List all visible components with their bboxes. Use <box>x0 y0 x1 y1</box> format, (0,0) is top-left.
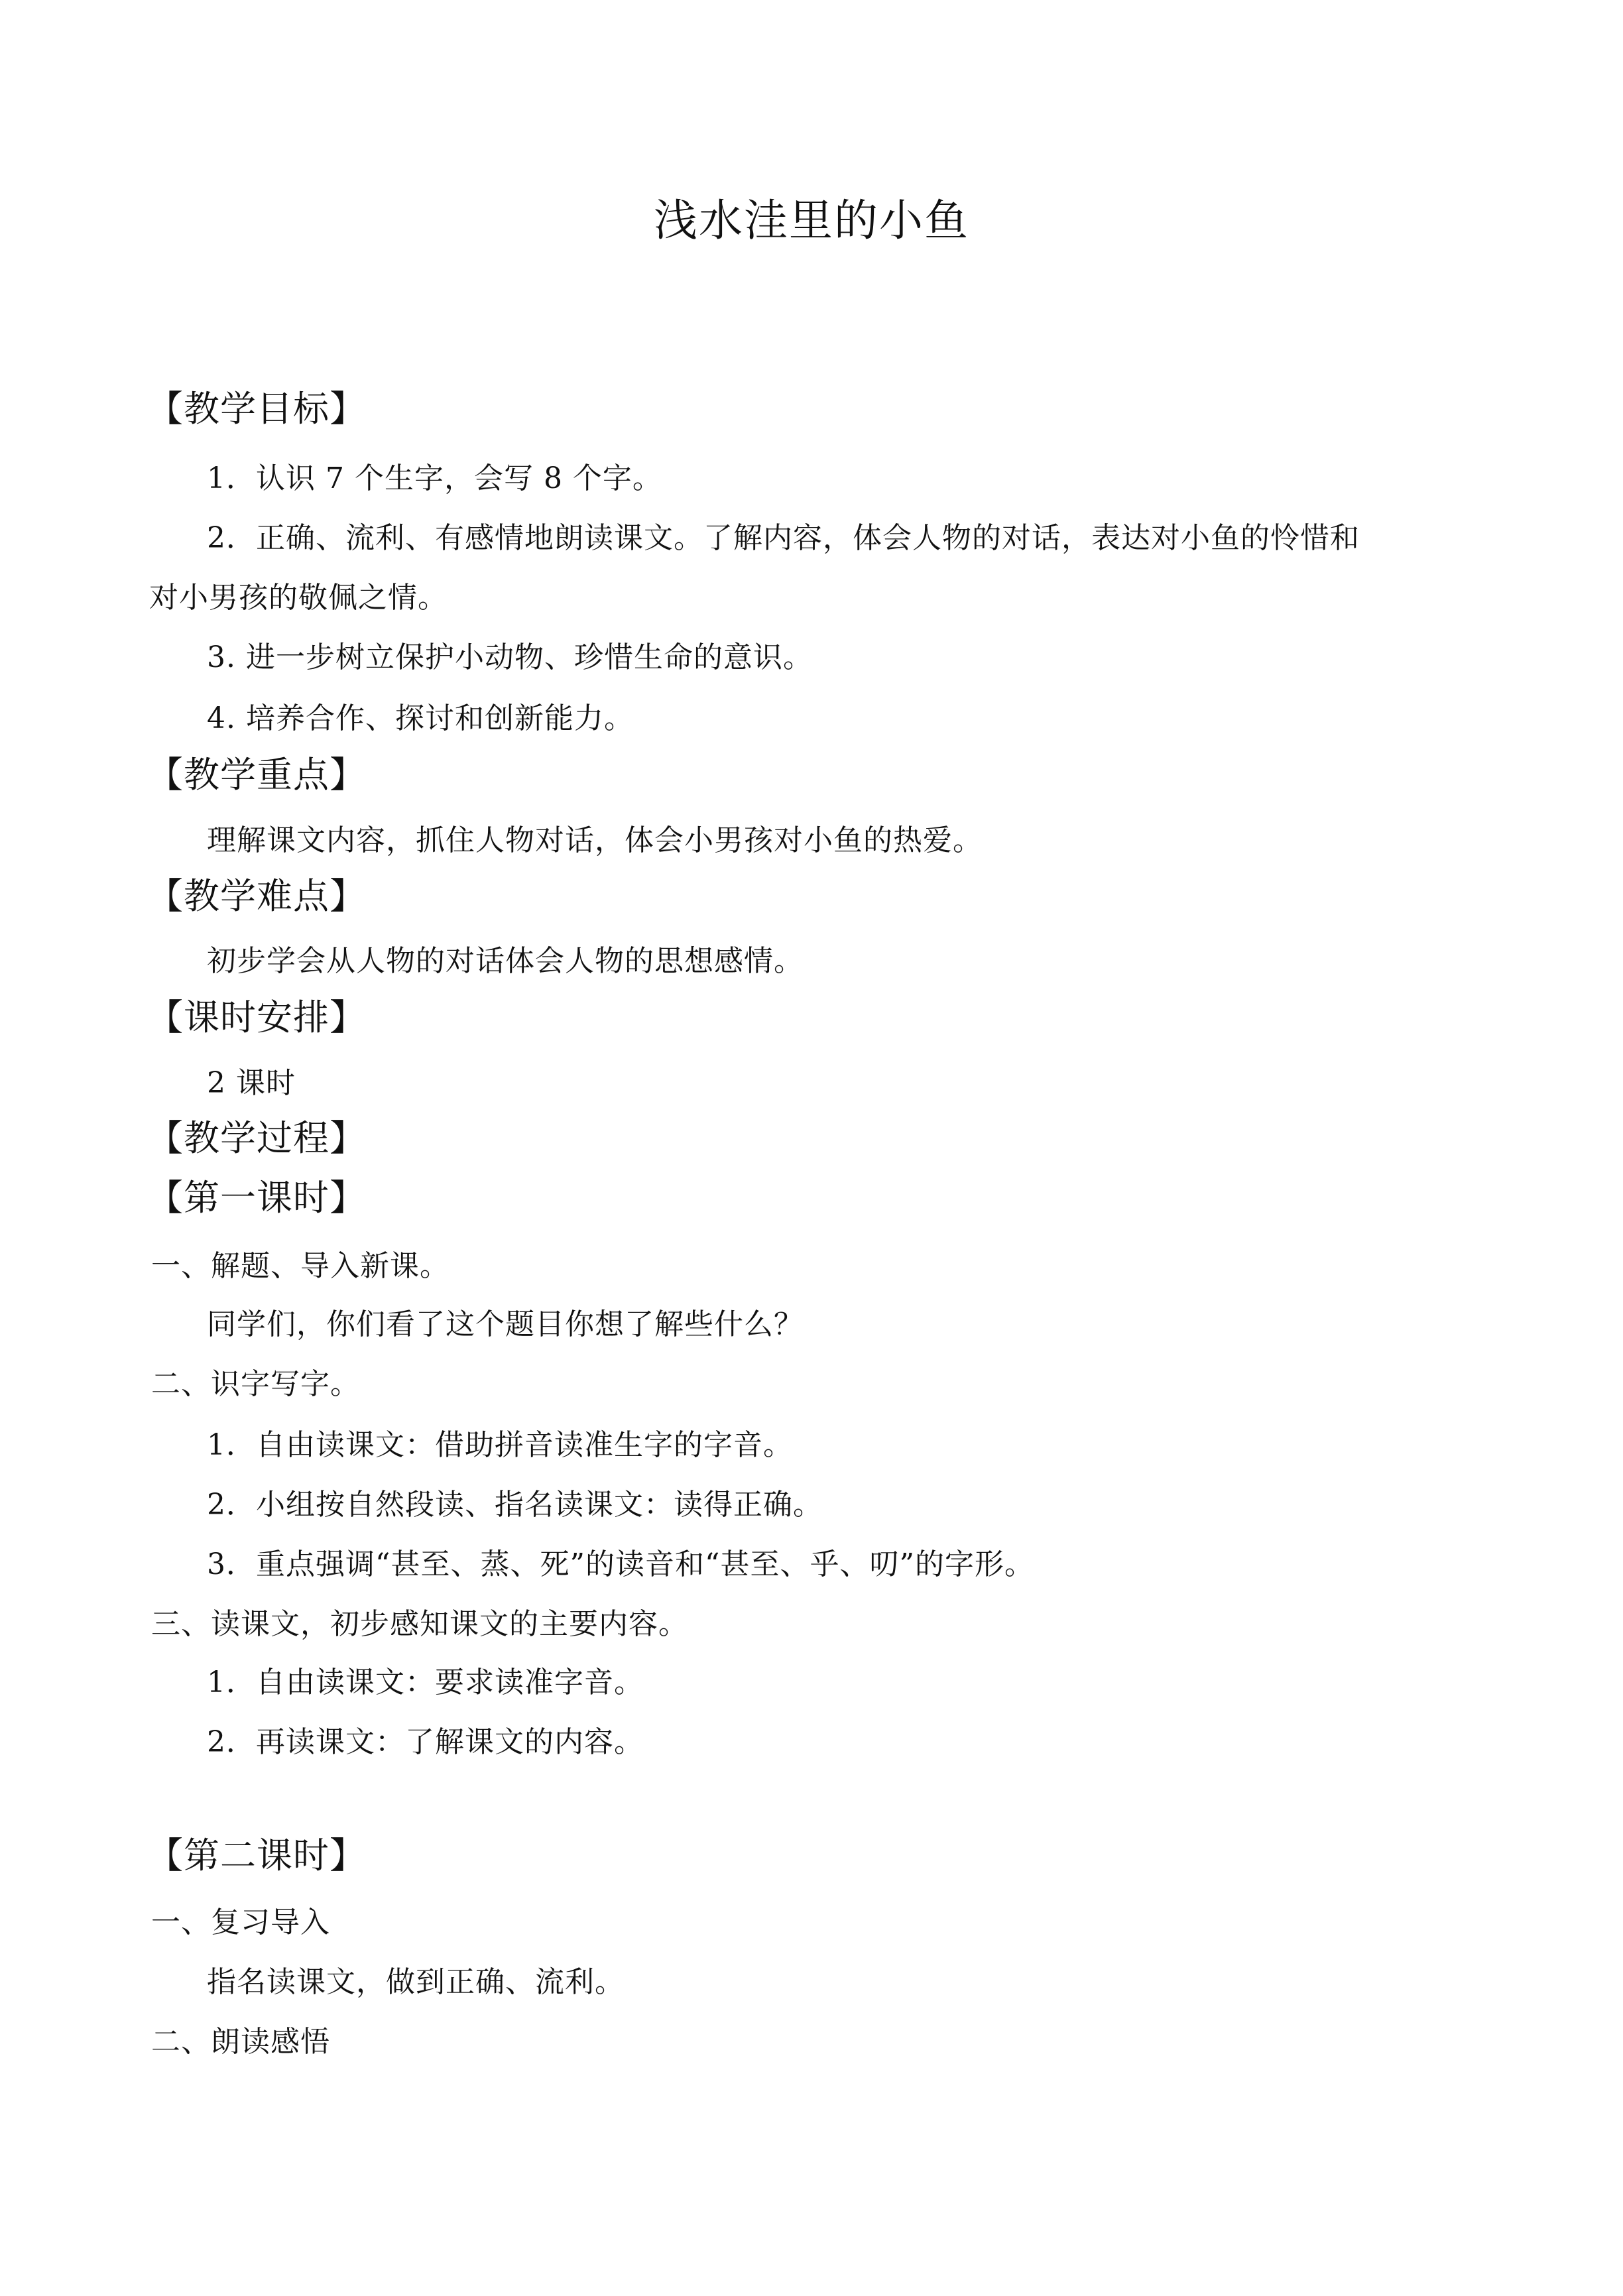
schedule-text: 2 课时 <box>207 1066 296 1100</box>
step-3-title: 三、读课文，初步感知课文的主要内容。 <box>151 1607 688 1641</box>
second-step-1-title: 一、复习导入 <box>151 1905 330 1939</box>
step-2-title: 二、识字写字。 <box>151 1367 360 1401</box>
goal-item-1: 1．认识 7 个生字，会写 8 个字。 <box>207 461 662 495</box>
goal-item-2-continued: 对小男孩的敬佩之情。 <box>149 581 448 615</box>
step-2-item-1: 1．自由读课文：借助拼音读准生字的字音。 <box>207 1428 793 1462</box>
document-title: 浅水洼里的小鱼 <box>654 195 969 246</box>
section-heading-first-lesson: 【第一课时】 <box>147 1177 366 1219</box>
step-2-item-3: 3．重点强调“甚至、蒸、死”的读音和“甚至、乎、叨”的字形。 <box>207 1547 1034 1581</box>
section-heading-teaching-goals: 【教学目标】 <box>147 388 366 430</box>
key-point-text: 理解课文内容，抓住人物对话，体会小男孩对小鱼的热爱。 <box>207 823 983 857</box>
goal-item-2: 2．正确、流利、有感情地朗读课文。了解内容，体会人物的对话，表达对小鱼的怜惜和 <box>207 521 1360 555</box>
second-step-1-text: 指名读课文，做到正确、流利。 <box>207 1965 625 1999</box>
difficulty-text: 初步学会从人物的对话体会人物的思想感情。 <box>207 944 804 978</box>
section-heading-difficulties: 【教学难点】 <box>147 875 366 917</box>
step-1-text: 同学们，你们看了这个题目你想了解些什么？ <box>207 1307 804 1341</box>
goal-item-4: 4. 培养合作、探讨和创新能力。 <box>207 701 634 735</box>
step-2-item-2: 2．小组按自然段读、指名读课文：读得正确。 <box>207 1488 823 1522</box>
section-heading-second-lesson: 【第二课时】 <box>147 1835 366 1876</box>
section-heading-key-points: 【教学重点】 <box>147 754 366 796</box>
step-1-title: 一、解题、导入新课。 <box>151 1249 450 1283</box>
goal-item-3: 3. 进一步树立保护小动物、珍惜生命的意识。 <box>207 640 813 674</box>
section-heading-schedule: 【课时安排】 <box>147 997 366 1038</box>
step-3-item-1: 1．自由读课文：要求读准字音。 <box>207 1665 644 1699</box>
step-3-item-2: 2．再读课文：了解课文的内容。 <box>207 1725 644 1759</box>
section-heading-process: 【教学过程】 <box>147 1117 366 1159</box>
second-step-2-title: 二、朗读感悟 <box>151 2025 330 2059</box>
